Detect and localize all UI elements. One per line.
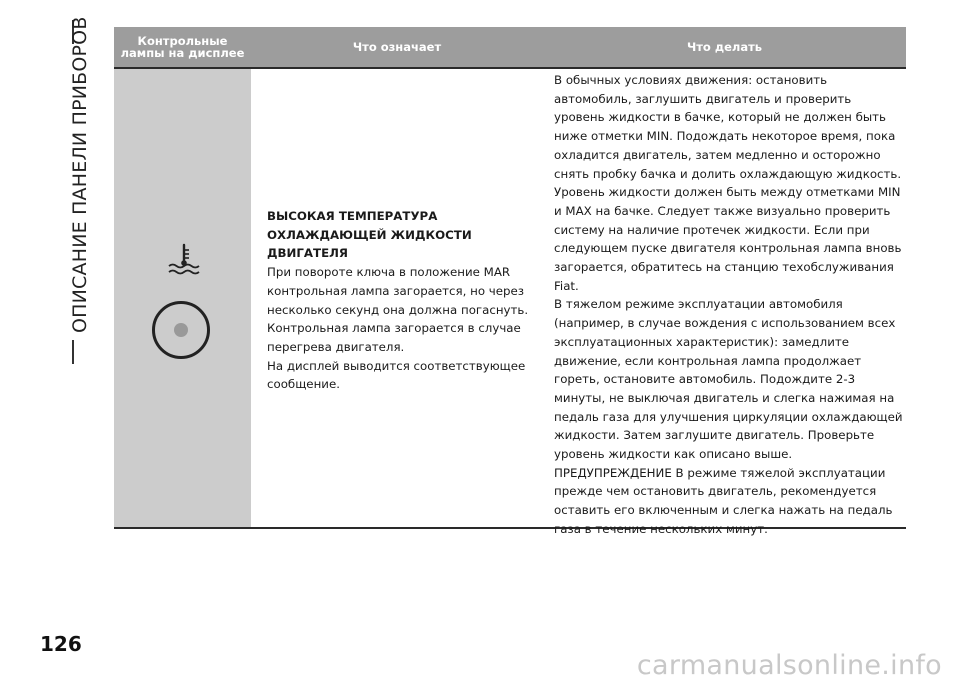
meaning-cell (251, 69, 543, 527)
meaning-body: При повороте ключа в положение MAR контрольная лампа загорается, но через несколько секунд она должна погаснуть. Контрольная лампа загорается в случае перегрева двигателя. На дисплей выводится соответствующее сообщение. (267, 265, 529, 392)
header-meaning: Что означает (352, 40, 442, 54)
indicator-cell (114, 69, 251, 527)
page-number: 126 (40, 632, 82, 656)
action-cell (543, 69, 906, 536)
lamp-dot (174, 323, 188, 337)
action-text: В обычных условиях движения: остановить автомобиль, заглушить двигатель и проверить уровень жидкости в бачке, который не должен быть ниже отметки MIN. Подождать некоторое время, пока охладится двигатель, затем медленно и осторожно снять пробку бачка и долить охлаждающую жидкость. Уровень жидкости должен быть между отметками MIN и MAX на бачке. Следует также визуально проверить систему на наличие протечек жидкости. Если при следующем пуске двигателя контрольная лампа вновь загорается, обратитесь на станцию техобслуживания Fiat. В тяжелом режиме эксплуатации автомобиля (например, в случае вождения с использованием всех эксплуатационных характеристик): замедлите движение, если контрольная лампа продолжает гореть, остановите автомобиль. Подождите 2-3 минуты, не выключая двигатель и слегка нажимая на педаль газа для улучшения циркуляции охлаждающей жидкости. Затем заглушите двигатель. Проверьте уровень жидкости как описано выше. ПРЕДУПРЕЖДЕНИЕ В режиме тяжелой эксплуатации прежде чем остановить двигатель, рекомендуется оставить его включенным и слегка нажать на педаль газа в течение нескольких минут. (554, 73, 903, 536)
indicator-table (114, 27, 906, 536)
title-rule-bottom (72, 340, 74, 364)
section-title-vertical (62, 16, 98, 342)
meaning-text (267, 207, 535, 394)
table-row (114, 69, 906, 536)
table-header (114, 27, 906, 69)
warning-lamp-circle-icon (152, 301, 210, 359)
header-action: Что делать (686, 40, 763, 54)
section-title: ОПИСАНИЕ ПАНЕЛИ ПРИБОРОВ (69, 16, 91, 333)
coolant-temperature-icon (165, 243, 203, 277)
header-indicators: Контрольные лампы на дисплее (120, 34, 245, 60)
watermark: carmanualsonline.info (636, 650, 942, 681)
meaning-heading: ВЫСОКАЯ ТЕМПЕРАТУРА ОХЛАЖДАЮЩЕЙ ЖИДКОСТИ ДВИГАТЕЛЯ (267, 209, 472, 261)
